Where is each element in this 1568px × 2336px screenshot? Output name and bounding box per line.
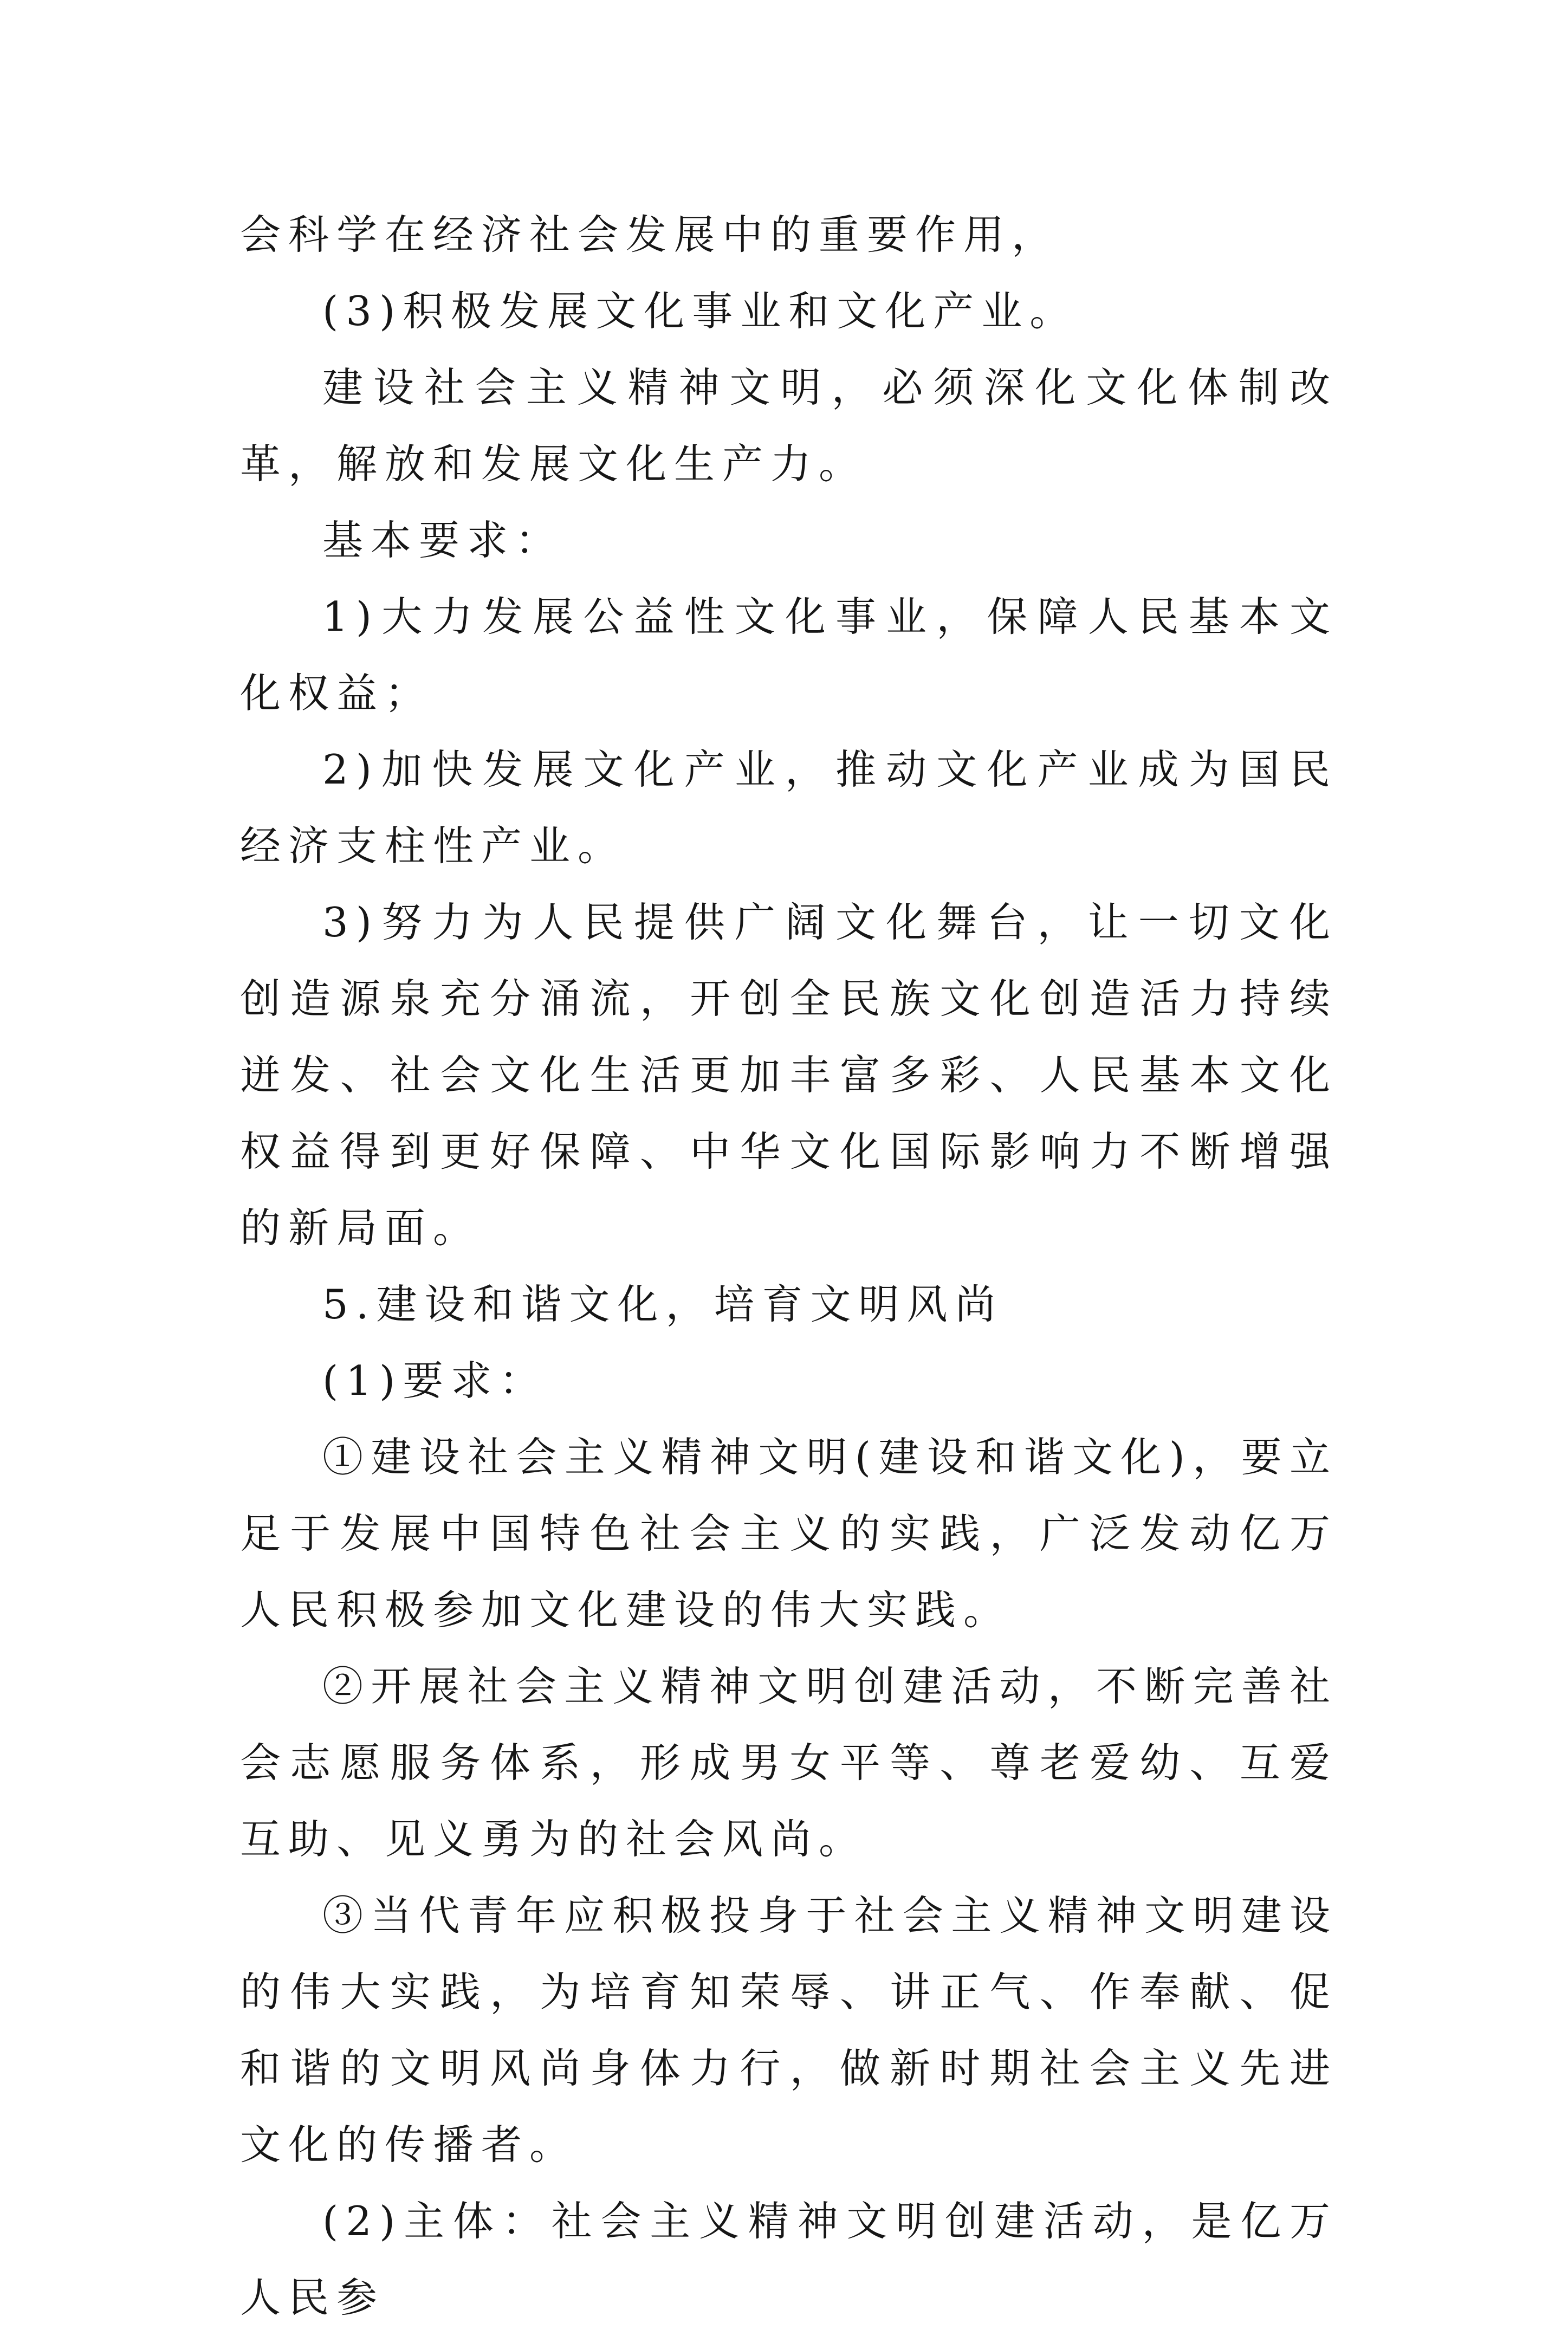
paragraph: 建设社会主义精神文明，必须深化文化体制改革，解放和发展文化生产力。 xyxy=(240,364,1338,488)
paragraph: (2)主体：社会主义精神文明创建活动，是亿万人民参 xyxy=(240,2197,1338,2321)
paragraph: (1)要求： xyxy=(322,1357,548,1405)
paragraph: 3)努力为人民提供广阔文化舞台，让一切文化创造源泉充分涌流，开创全民族文化创造活力持续迸发、社会文化生活更加丰富多彩、人民基本文化权益得到更好保障、中华文化国际影响力不断增强的新局面。 xyxy=(240,898,1338,1252)
paragraph: ①建设社会主义精神文明(建设和谐文化)，要立足于发展中国特色社会主义的实践，广泛发动亿万人民积极参加文化建设的伟大实践。 xyxy=(240,1433,1338,1634)
paragraph: 2)加快发展文化产业，推动文化产业成为国民经济支柱性产业。 xyxy=(240,746,1338,870)
section-heading: 5.建设和谐文化，培育文明风尚 xyxy=(322,1280,1003,1328)
document-body xyxy=(240,197,1338,2336)
paragraph: 会科学在经济社会发展中的重要作用， xyxy=(240,211,1060,258)
paragraph: 1)大力发展公益性文化事业，保障人民基本文化权益； xyxy=(240,593,1338,717)
paragraph: ③当代青年应积极投身于社会主义精神文明建设的伟大实践，为培育知荣辱、讲正气、作奉献、促和谐的文明风尚身体力行，做新时期社会主义先进文化的传播者。 xyxy=(240,1892,1338,2169)
paragraph: ②开展社会主义精神文明创建活动，不断完善社会志愿服务体系，形成男女平等、尊老爱幼、互爱互助、见义勇为的社会风尚。 xyxy=(240,1662,1338,1863)
paragraph: 基本要求： xyxy=(322,516,564,564)
paragraph: (3)积极发展文化事业和文化产业。 xyxy=(322,287,1078,335)
